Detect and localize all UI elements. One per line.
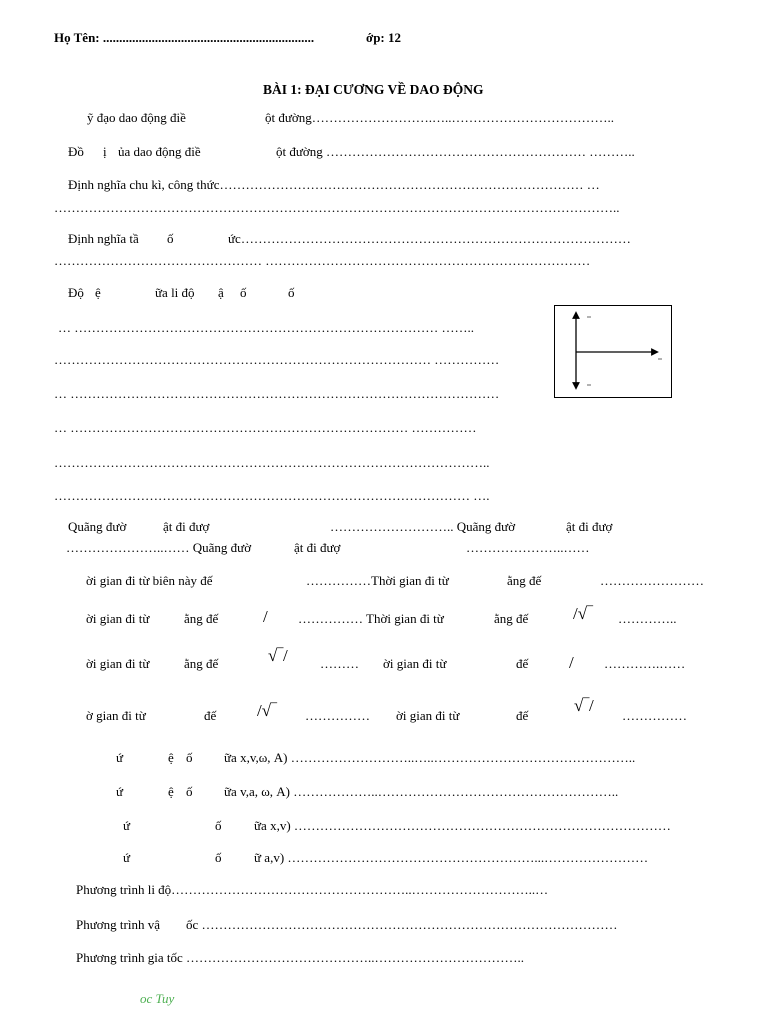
worksheet-text: ……………………: [600, 573, 704, 588]
worksheet-text: ………….……: [604, 656, 686, 671]
worksheet-text: ữa x,v) ……………………………………………………………………………: [254, 818, 671, 833]
worksheet-text: ời gian đi từ biên này đế: [86, 573, 213, 588]
worksheet-text: ố: [167, 231, 174, 246]
worksheet-text: Phương trình li độ………………………………………………..………………………..…: [76, 882, 549, 897]
worksheet-text: ệ: [168, 750, 174, 765]
worksheet-text: ằng đế: [507, 573, 542, 588]
worksheet-text: đế: [516, 708, 529, 723]
worksheet-text: ứ: [116, 750, 124, 765]
worksheet-text: ằng đế: [184, 611, 219, 626]
worksheet-text: …………………………………………………………………………………… ….: [54, 488, 490, 503]
worksheet-text: ……………………….. Quãng đườ: [330, 519, 516, 534]
worksheet-text: Quãng đườ: [68, 519, 127, 534]
worksheet-text: ứ: [116, 784, 124, 799]
formula-mark: /: [569, 653, 574, 672]
page-title: BÀI 1: ĐẠI CƯƠNG VỀ DAO ĐỘNG: [263, 82, 484, 97]
worksheet-text: ời gian đi từ: [396, 708, 460, 723]
worksheet-text: ột đường …………………………………………………… ………..: [276, 144, 635, 159]
worksheet-text: Phương trình gia tốc ……………………………………..……………………………..: [76, 950, 524, 965]
worksheet-text: ật đi đượ: [294, 540, 341, 555]
worksheet-text: ữa li độ: [155, 285, 195, 300]
worksheet-text: ời gian đi từ: [383, 656, 447, 671]
worksheet-text: …………………..…… Quãng đườ: [66, 540, 252, 555]
worksheet-text: ằng đế: [494, 611, 529, 626]
worksheet-text: ố: [288, 285, 295, 300]
worksheet-text: ị: [103, 144, 107, 159]
worksheet-text: …………………..……: [466, 540, 590, 555]
worksheet-text: Đồ: [68, 144, 84, 159]
worksheet-text: ố: [215, 818, 222, 833]
worksheet-text: Độ: [68, 285, 84, 300]
formula-mark: /: [263, 607, 268, 626]
worksheet-text: ột đường……………………….…..………………………………..: [265, 110, 615, 125]
worksheet-text: Định nghĩa chu kì, công thức………………………………………………………………………… …: [68, 177, 600, 192]
worksheet-text: ……………Thời gian đi từ: [306, 573, 449, 588]
worksheet-text: ……………: [305, 708, 370, 723]
header-name: Họ Tên: .................................................................: [54, 30, 315, 45]
worksheet-text: ố: [240, 285, 247, 300]
worksheet-text: ằng đế: [184, 656, 219, 671]
worksheet-text: …………..: [618, 611, 677, 626]
worksheet-text: …………… Thời gian đi từ: [298, 611, 444, 626]
worksheet-text: ức………………………………………………………………………………: [228, 231, 631, 246]
worksheet-text: ật đi đượ: [163, 519, 210, 534]
worksheet-text: ời gian đi từ: [86, 656, 150, 671]
worksheet-text: ật đi đượ: [566, 519, 613, 534]
formula-mark: /√‾: [257, 701, 277, 720]
header-class: ớp: 12: [366, 30, 402, 45]
worksheet-text: đế: [516, 656, 529, 671]
worksheet-text: ữa v,a, ω, A) ………………..………………………………………………..: [224, 784, 619, 799]
axis-diagram-svg: [555, 306, 671, 397]
worksheet-text: ố: [215, 850, 222, 865]
worksheet-text: ………: [320, 656, 359, 671]
worksheet-text: ………………………………………… …………………………………………………………………: [54, 253, 591, 268]
formula-mark: /√‾: [573, 604, 593, 623]
worksheet-text: ……………: [622, 708, 687, 723]
worksheet-text: ữa x,v,ω, A) ………………………..…..………………………………………..: [224, 750, 636, 765]
worksheet-text: ủa dao động điề: [118, 144, 201, 159]
formula-mark: √‾/: [268, 646, 288, 665]
worksheet-text: … …………………………………………………………………… ……………: [54, 420, 477, 435]
axis-diagram: [554, 305, 672, 398]
worksheet-text: ỹ đạo dao động điề: [87, 110, 186, 125]
worksheet-text: ố: [186, 784, 193, 799]
worksheet-text: ời gian đi từ: [86, 611, 150, 626]
worksheet-text: …………………………………………………………………………… ……………: [54, 352, 500, 367]
worksheet-text: ữ a,v) …………………………………………………...……………………: [254, 850, 649, 865]
worksheet-text: ứ: [123, 850, 131, 865]
formula-mark: √‾/: [574, 696, 594, 715]
worksheet-text: …………………………………………………………………………………………………………………..: [54, 200, 620, 215]
worksheet-text: Định nghĩa tầ: [68, 231, 139, 246]
footer-author: oc Tuy: [140, 991, 175, 1006]
worksheet-text: ố: [186, 750, 193, 765]
worksheet-text: … ………………………………………………………………………… ……..: [58, 320, 474, 335]
worksheet-text: ệ: [168, 784, 174, 799]
worksheet-text: ………………………………………………………………………………………..: [54, 455, 490, 470]
worksheet-text: ệ: [95, 285, 101, 300]
worksheet-text: ốc ……………………………………………………………………………………: [186, 917, 618, 932]
worksheet-text: ứ: [123, 818, 131, 833]
worksheet-text: ờ gian đi từ: [86, 708, 146, 723]
worksheet-text: Phương trình vậ: [76, 917, 160, 932]
worksheet-text: đế: [204, 708, 217, 723]
worksheet-text: ậ: [218, 285, 224, 300]
worksheet-text: … ………………………………………………………………………………………: [54, 386, 500, 401]
